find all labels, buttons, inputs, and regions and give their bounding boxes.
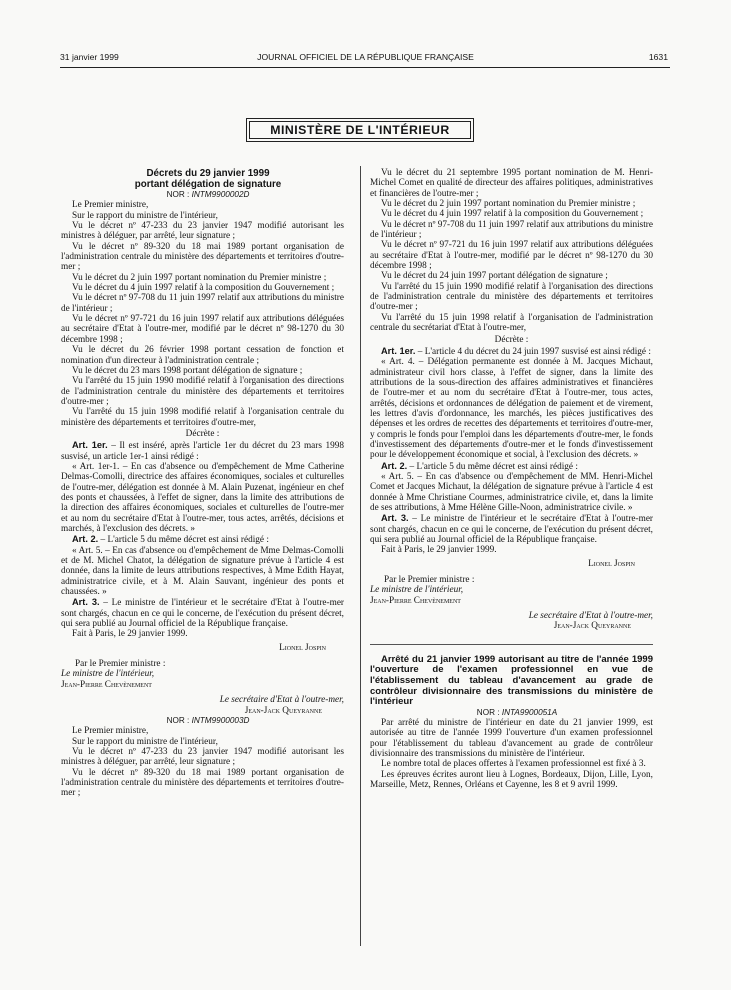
decrete-heading: Décrète : (185, 428, 220, 439)
paragraph: Vu l'arrêté du 15 juin 1998 modifié relatif à l'organisation centrale du ministère des départements et territoires d'outre-mer, (61, 407, 344, 428)
article-text: – L'article 5 du même décret est ainsi rédigé : (98, 535, 269, 546)
article-2 (61, 534, 344, 545)
signatory-name: Lionel Jospin (279, 642, 326, 653)
minister-name: Jean-Pierre Chevènement (370, 595, 461, 606)
article-text: – L'article 5 du même décret est ainsi rédigé : (407, 461, 578, 472)
paragraph: Vu l'arrêté du 15 juin 1998 relatif à l'organisation de l'administration centrale du secrétariat d'Etat à l'outre-mer, (370, 312, 653, 334)
decrete-heading: Décrète : (494, 334, 529, 345)
minister-name: Jean-Pierre Chevènement (61, 679, 152, 690)
article-quote: « Art. 5. – En cas d'absence ou d'empêchement de MM. Henri-Michel Comet et Jacques Michaut, la délégation de signature prévue à l'article 4 est donnée à Mme Christiane Courmes, administratrice civile, et, dans la limite de ses attributions, à Mme Hélène Gille-Noon, administratrice civile. » (370, 471, 653, 513)
paragraph: Vu le décret du 26 février 1998 portant cessation de fonction et nomination d'un directeur à l'administration centrale ; (61, 345, 344, 366)
article-label: Art. 3. (381, 513, 409, 524)
paragraph: Vu le décret du 21 septembre 1995 portant nomination de M. Henri-Michel Comet en qualité de directeur des affaires politiques, administratives et financières de l'outre-mer ; (370, 168, 653, 199)
nor-label: NOR : (166, 190, 190, 199)
paragraph: Vu le décret nº 97-708 du 11 juin 1997 relatif aux attributions du ministre de l'intérieur ; (61, 293, 344, 314)
paragraph: Vu le décret du 24 juin 1997 portant délégation de signature ; (381, 271, 608, 282)
article-3 (61, 597, 344, 629)
article-text: – L'article 4 du décret du 24 juin 1997 susvisé est ainsi rédigé : (415, 346, 651, 357)
secretary-name: Jean-Jack Queyranne (244, 705, 322, 716)
paragraph: Les épreuves écrites auront lieu à Lognes, Bordeaux, Dijon, Lille, Lyon, Marseille, Metz, Rennes, Orléans et Cayenne, les 8 et 9 avril 1999. (370, 769, 653, 791)
article-1 (61, 440, 344, 462)
article-label: Art. 1er. (381, 345, 416, 356)
paragraph: Sur le rapport du ministre de l'intérieur, (72, 736, 218, 747)
ministry-box (246, 118, 474, 142)
paragraph: Le Premier ministre, (72, 200, 149, 211)
header-page-number: 1631 (648, 52, 668, 62)
paragraph: Vu le décret du 2 juin 1997 portant nomination du Premier ministre ; (381, 199, 636, 210)
article-1 (370, 346, 653, 357)
nor-label: NOR : (166, 715, 190, 725)
section-separator (370, 644, 653, 645)
paragraph: Sur le rapport du ministre de l'intérieur, (72, 210, 218, 221)
header-journal-title: JOURNAL OFFICIEL DE LA RÉPUBLIQUE FRANÇAISE (257, 52, 474, 62)
par-premier-ministre: Par le Premier ministre : (75, 659, 166, 670)
article-2 (370, 461, 653, 472)
paragraph: Vu le décret du 4 juin 1997 relatif à la composition du Gouvernement ; (72, 283, 335, 294)
paragraph: Vu le décret nº 97-721 du 16 juin 1997 relatif aux attributions déléguées au secrétaire d'Etat à l'outre-mer, modifié par le décret nº 98-1270 du 30 décembre 1998 ; (61, 314, 344, 345)
decree-title-line1: Décrets du 29 janvier 1999 (146, 168, 270, 179)
arrete-title: Arrêté du 21 janvier 1999 autorisant au titre de l'année 1999 l'ouverture de l'examen professionnel en vue de l'établissement du tableau d'avancement au grade de contrôleur divisionnaire des transmissions du ministère de l'intérieur (370, 653, 653, 708)
signing-place-date: Fait à Paris, le 29 janvier 1999. (72, 629, 188, 640)
paragraph: Vu le décret du 23 mars 1998 portant délégation de signature ; (72, 365, 303, 376)
nor-code: INTA9900051A (501, 707, 558, 717)
paragraph: Vu le décret du 4 juin 1997 relatif à la composition du Gouvernement ; (381, 209, 644, 220)
nor-label: NOR : (476, 707, 500, 717)
header-date: 31 janvier 1999 (60, 52, 119, 62)
paragraph: Vu le décret nº 89-320 du 18 mai 1989 portant organisation de l'administration centrale du ministère des départements et territoires d'outre-mer ; (61, 767, 344, 799)
secretary-name: Jean-Jack Queyranne (553, 621, 631, 632)
page-header (0, 52, 731, 66)
minister-title: Le ministre de l'intérieur, (370, 585, 464, 596)
paragraph: Vu le décret nº 47-233 du 23 janvier 1947 modifié autorisant les ministres à déléguer, par arrêté, leur signature ; (61, 221, 344, 242)
article-quote: « Art. 1er-1. – En cas d'absence ou d'empêchement de Mme Catherine Delmas-Comolli, directrice des affaires économiques, sociales et culturelles de l'outre-mer, délégation est donnée à M. Alain Puzenat, ingénieur en chef des ponts et chaussées, à l'effet de signer, dans la limite des attributions de la direction des affaires économiques, sociales et culturelles de l'outre-mer et au nom du secrétaire d'Etat à l'outre-mer, tous actes, arrêtés, décisions et marchés, à l'exclusion des décrets. » (61, 461, 344, 534)
paragraph: Vu le décret nº 97-708 du 11 juin 1997 relatif aux attributions du ministre de l'intérieur ; (370, 219, 653, 241)
paragraph: Le Premier ministre, (72, 726, 149, 737)
paragraph: Vu le décret nº 89-320 du 18 mai 1989 portant organisation de l'administration centrale du ministère des départements et territoires d'outre-mer ; (61, 241, 344, 273)
paragraph: Le nombre total de places offertes à l'examen professionnel est fixé à 3. (381, 759, 646, 770)
column-divider (360, 166, 361, 946)
nor-reference-arrete (370, 708, 653, 718)
paragraph: Vu le décret nº 97-721 du 16 juin 1997 relatif aux attributions déléguées au secrétaire d'Etat à l'outre-mer, modifié par le décret nº 98-1270 du 30 décembre 1998 ; (370, 240, 653, 272)
paragraph: Par arrêté du ministre de l'intérieur en date du 21 janvier 1999, est autorisée au titre de l'année 1999 l'ouverture d'un examen professionnel pour l'établissement du tableau d'avancement au grade de contrôleur divisionnaire des transmissions du ministère de l'intérieur. (370, 718, 653, 760)
paragraph: Vu l'arrêté du 15 juin 1990 modifié relatif à l'organisation des directions de l'administration centrale du ministère des départements et territoires d'outre-mer ; (61, 376, 344, 407)
signatory-name: Lionel Jospin (588, 558, 635, 569)
paragraph: Vu le décret du 2 juin 1997 portant nomination du Premier ministre ; (72, 272, 327, 283)
nor-code: INTM9900003D (191, 715, 250, 725)
article-text: – Il est inséré, après l'article 1er du décret du 23 mars 1998 susvisé, un article 1er-1 ainsi rédigé : (61, 441, 344, 462)
header-rule (60, 67, 670, 68)
left-column (61, 168, 344, 799)
decree-title-line2: portant délégation de signature (134, 179, 282, 190)
ministry-title: MINISTÈRE DE L'INTÉRIEUR (249, 121, 471, 139)
article-text: – Le ministre de l'intérieur et le secrétaire d'Etat à l'outre-mer sont chargés, chacun en ce qui le concerne, de l'exécution du présent décret, qui sera publié au Journal officiel de la République française. (370, 514, 654, 546)
nor-reference (61, 190, 344, 200)
paragraph: Vu l'arrêté du 15 juin 1990 modifié relatif à l'organisation des directions de l'administration centrale du ministère des départements et territoires d'outre-mer ; (370, 281, 653, 313)
article-quote: « Art. 5. – En cas d'absence ou d'empêchement de Mme Delmas-Comolli et de M. Michel Chatot, la délégation de signature prévue à l'article 4 est donnée, dans la limite de leurs attributions respectives, à Mme Edith Hayat, administratrice civile, et à M. Alain Sauvant, ingénieur des ponts et chaussées. » (61, 545, 344, 598)
nor-reference-2 (61, 716, 344, 726)
article-label: Art. 2. (72, 534, 99, 545)
par-premier-ministre: Par le Premier ministre : (384, 575, 475, 586)
nor-code: INTM9900002D (191, 190, 250, 199)
right-column (370, 168, 653, 791)
signing-place-date: Fait à Paris, le 29 janvier 1999. (381, 545, 497, 556)
article-quote: « Art. 4. – Délégation permanente est donnée à M. Jacques Michaut, administrateur civil hors classe, à l'effet de signer, dans la limite des attributions de la sous-direction des affaires administratives et financières de l'outre-mer et au nom du secrétaire d'Etat à l'outre-mer, tous actes, arrêtés, décisions et ordonnances de délégation de paiement et de virement, les lettres d'avis d'ordonnance, les marchés, les pièces justificatives des dépenses et les ordres de recettes des départements et territoires d'outre-mer, y compris le fonds pour l'emploi dans les départements d'outre-mer, le fonds d'investissement des départements d'outre-mer et le fonds d'investissement pour le développement économique et social, à l'exclusion des décrets. » (370, 357, 653, 461)
secretary-title: Le secrétaire d'Etat à l'outre-mer, (528, 611, 653, 622)
article-label: Art. 2. (381, 460, 408, 471)
paragraph: Vu le décret nº 47-233 du 23 janvier 1947 modifié autorisant les ministres à déléguer, par arrêté, leur signature ; (61, 746, 344, 768)
article-3 (370, 513, 653, 545)
minister-title: Le ministre de l'intérieur, (61, 669, 155, 680)
article-label: Art. 3. (72, 597, 100, 608)
article-text: – Le ministre de l'intérieur et le secrétaire d'Etat à l'outre-mer sont chargés, chacun en ce qui le concerne, de l'exécution du présent décret, qui sera publié au Journal officiel de la République française. (61, 598, 345, 630)
secretary-title: Le secrétaire d'Etat à l'outre-mer, (219, 695, 344, 706)
article-label: Art. 1er. (72, 440, 108, 451)
